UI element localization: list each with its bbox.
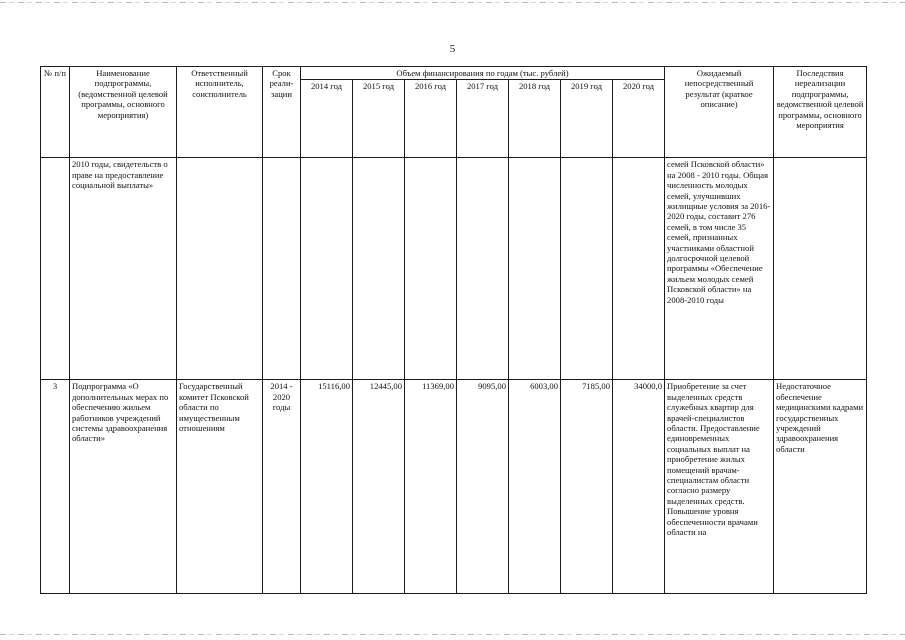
- row-consequences: [774, 158, 867, 380]
- row-executor: [177, 158, 263, 380]
- header-year: 2018 год: [509, 80, 561, 158]
- table-row: [41, 380, 867, 594]
- row-value: [561, 158, 613, 380]
- header-financing: Объем финансирования по годам (тыс. рублей): [301, 67, 665, 80]
- row-value: [457, 158, 509, 380]
- header-year: 2020 год: [613, 80, 665, 158]
- row-consequences: Недостаточное обеспечение медицинскими кадрами государственных учреждений здравоохранения области: [774, 380, 867, 594]
- row-value: 11369,00: [405, 380, 457, 594]
- header-term: Срок реали-зации: [263, 67, 301, 158]
- row-name: Подпрограмма «О дополнительных мерах по обеспечению жильем работников учреждений системы здравоохранения области»: [70, 380, 177, 594]
- row-expected: семей Псковской области» на 2008 - 2010 годы. Общая численность молодых семей, улучшивших жилищные условия за 2016-2020 годы, составит 276 семей, в том числе 35 семей, признанных участниками областной долгосрочной целевой программы «Обеспечение жильем молодых семей Псковской области» на 2008-2010 годы: [665, 158, 774, 380]
- row-value: 7185,00: [561, 380, 613, 594]
- row-value: [613, 158, 665, 380]
- header-year: 2015 год: [353, 80, 405, 158]
- row-num: 3: [41, 380, 70, 594]
- row-value: 9095,00: [457, 380, 509, 594]
- header-year: 2014 год: [301, 80, 353, 158]
- row-name: 2010 годы, свидетельств о праве на предоставление социальной выплаты»: [70, 158, 177, 380]
- row-executor: Государственный комитет Псковской области по имущественным отношениям: [177, 380, 263, 594]
- row-value: 6003,00: [509, 380, 561, 594]
- header-year: 2017 год: [457, 80, 509, 158]
- row-term: 2014 - 2020 годы: [263, 380, 301, 594]
- header-num: № п/п: [41, 67, 70, 158]
- header-expected: Ожидаемый непосредственный результат (краткое описание): [665, 67, 774, 158]
- header-consequences: Последствия нереализации подпрограммы, ведомственной целевой программы, основного мероприятия: [774, 67, 867, 158]
- row-value: [301, 158, 353, 380]
- header-year: 2016 год: [405, 80, 457, 158]
- row-value: [405, 158, 457, 380]
- scan-edge-top: [0, 2, 905, 3]
- page-number: 5: [449, 43, 456, 55]
- row-value: [509, 158, 561, 380]
- header-year: 2019 год: [561, 80, 613, 158]
- scan-edge-bottom: [0, 634, 905, 635]
- table-row: [41, 158, 867, 380]
- header-name: Наименование подпрограммы, (ведомственной целевой программы, основного мероприятия): [70, 67, 177, 158]
- row-value: [353, 158, 405, 380]
- row-term: [263, 158, 301, 380]
- row-value: 34000,0: [613, 380, 665, 594]
- financing-table: [40, 66, 867, 594]
- row-value: 15116,00: [301, 380, 353, 594]
- row-expected: Приобретение за счет выделенных средств служебных квартир для врачей-специалистов области. Предоставление единовременных социальных выплат на приобретение жилых помещений врачам-специалистам области согласно размеру выделенных средств. Повышение уровня обеспеченности врачами области на: [665, 380, 774, 594]
- row-value: 12445,00: [353, 380, 405, 594]
- row-num: [41, 158, 70, 380]
- header-row-1: [41, 67, 867, 80]
- header-executor: Ответственный исполнитель, соисполнитель: [177, 67, 263, 158]
